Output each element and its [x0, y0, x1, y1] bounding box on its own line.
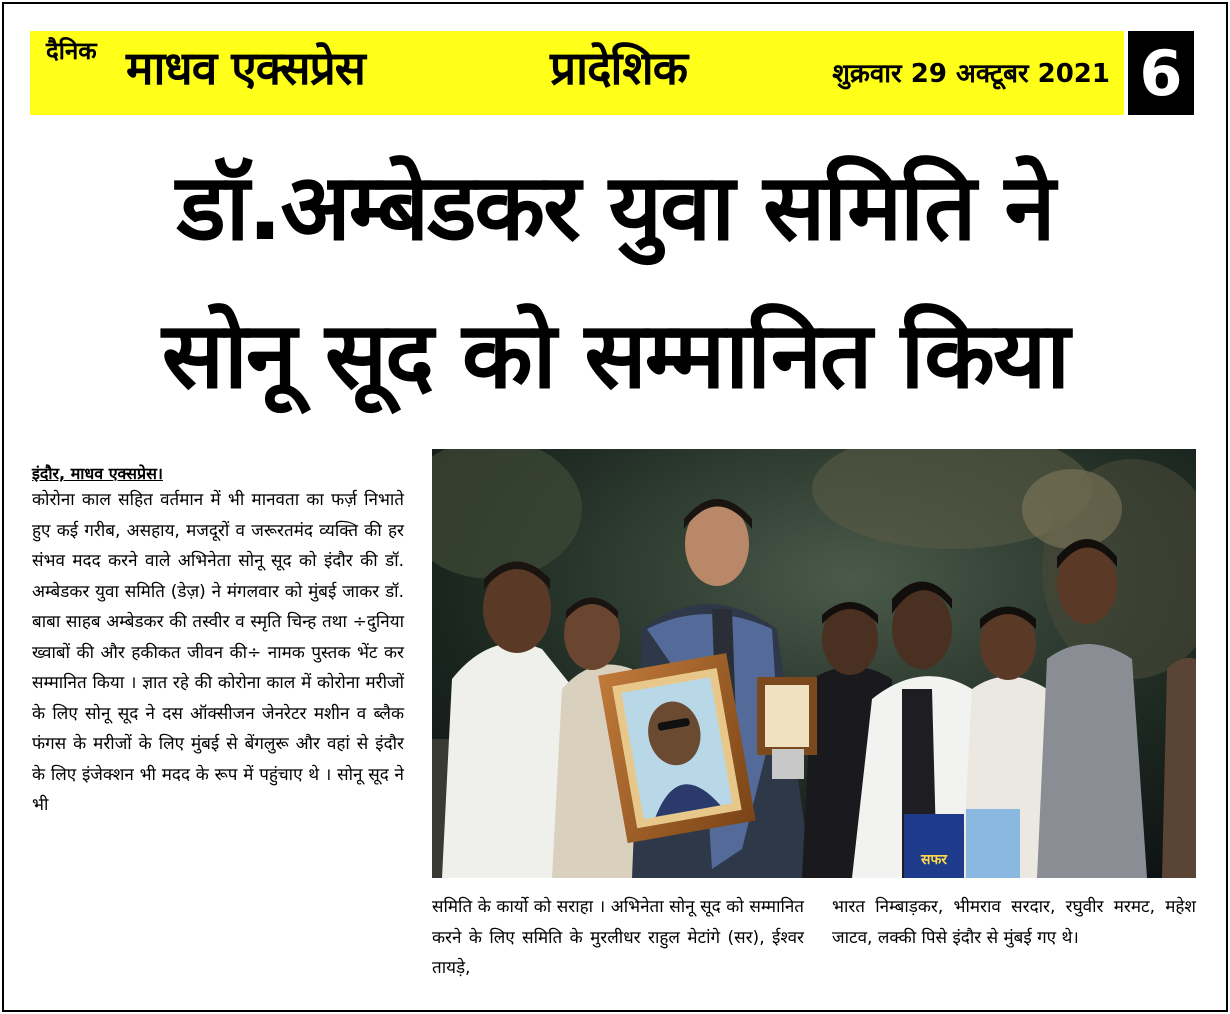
section-name: प्रादेशिक: [550, 41, 688, 95]
dateline: इंदौर, माधव एक्सप्रेस।: [32, 464, 163, 483]
article-column-2: समिति के कार्यो को सराहा । अभिनेता सोनू सूद को सम्मानित करने के लिए समिति के मुरलीधर राहुल मेटांगे (सर), ईश्वर तायड़े,: [432, 897, 804, 978]
book-title: सफर: [921, 852, 947, 868]
issue-date: शुक्रवार 29 अक्टूबर 2021: [832, 59, 1110, 89]
headline-line-2: सोनू सूद को सम्मानित किया: [161, 302, 1069, 409]
photo-illustration: [432, 449, 1196, 878]
page-number: 6: [1128, 31, 1194, 115]
news-photo: [432, 449, 1196, 878]
masthead: [30, 31, 1124, 115]
headline-line-1: डॉ.अम्बेडकर युवा समिति ने: [176, 154, 1054, 261]
article-column-3: भारत निम्बाड़कर, भीमराव सरदार, रघुवीर मरमट, महेश जाटव, लक्की पिसे इंदौर से मुंबई गए थे।: [832, 897, 1196, 948]
masthead-dainik: दैनिक: [46, 37, 97, 65]
article-column-1: कोरोना काल सहित वर्तमान में भी मानवता का फर्ज़ निभाते हुए कई गरीब, असहाय, मजदूरों व जरूरतमंद व्यक्ति की हर संभव मदद करने वाले अभिनेता सोनू सूद को इंदौर की डॉ. अम्बेडकर युवा समिति (डेज़) ने मंगलवार को मुंबई जाकर डॉ. बाबा साहब अम्बेडकर की तस्वीर व स्मृति चिन्ह तथा ÷दुनिया ख्वाबों की और हकीकत जीवन की÷ नामक पुस्तक भेंट कर सम्मानित किया । ज्ञात रहे की कोरोना काल में कोरोना मरीजों के लिए सोनू सूद ने दस ऑक्सीजन जेनरेटर मशीन व ब्लैक फंगस के मरीजों के लिए मुंबई से बेंगलुरू और वहां से इंदौर के लिए इंजेक्शन भी मदद के रूप में पहुंचाए थे । सोनू सूद ने भी: [32, 490, 404, 815]
newspaper-name: माधव एक्सप्रेस: [126, 41, 365, 95]
